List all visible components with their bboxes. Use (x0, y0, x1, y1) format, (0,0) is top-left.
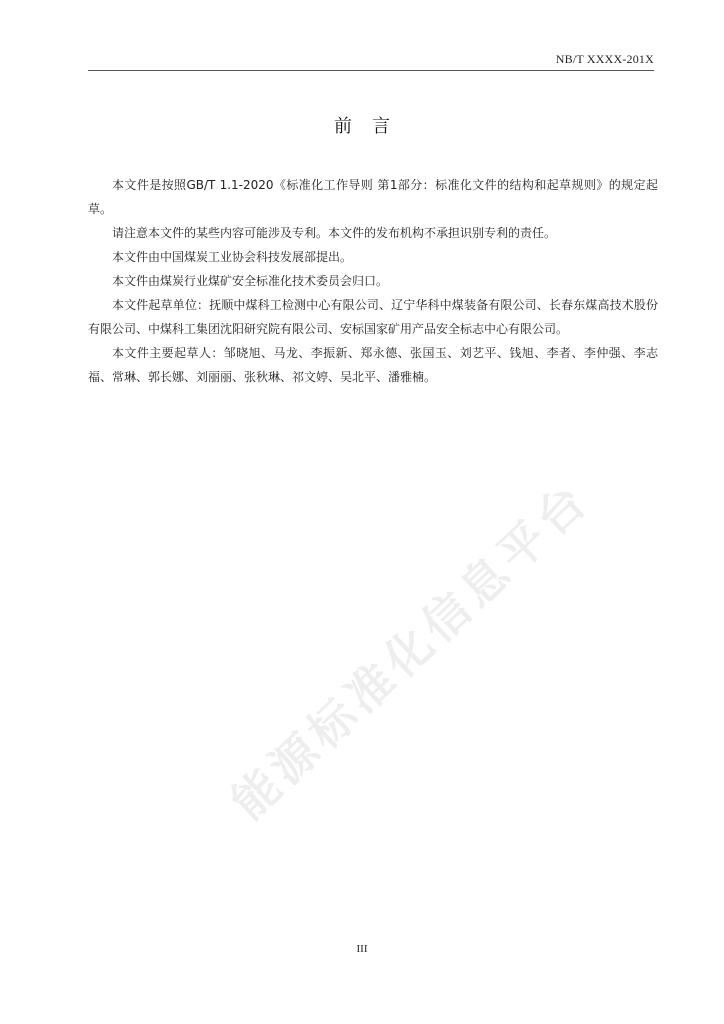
paragraph-drafters: 本文件主要起草人：邹晓旭、马龙、李振新、郑永德、张国玉、刘艺平、钱旭、李者、李仲强、李志福、常琳、郭长娜、刘丽丽、张秋琳、祁文婷、吴北平、潘雅楠。 (88, 346, 658, 384)
header-rule (88, 70, 654, 71)
paragraph-patent-notice: 请注意本文件的某些内容可能涉及专利。本文件的发布机构不承担识别专利的责任。 (112, 226, 557, 240)
paragraph-drafting-units: 本文件起草单位：抚顺中煤科工检测中心有限公司、辽宁华科中煤装备有限公司、长春东煤高技术股份有限公司、中煤科工集团沈阳研究院有限公司、安标国家矿用产品安全标志中心有限公司。 (88, 298, 658, 336)
page-number: III (356, 943, 368, 955)
watermark: 能源标准化信息平台 (221, 471, 601, 830)
page-title: 前言 (334, 116, 410, 137)
standard-code: NB/T XXXX-201X (555, 52, 654, 66)
paragraph-drafting-rules: 本文件是按照GB/T 1.1-2020《标准化工作导则 第1部分：标准化文件的结构和起草规则》的规定起草。 (88, 178, 658, 216)
foreword-body (88, 173, 658, 389)
paragraph-under-jurisdiction: 本文件由煤炭行业煤矿安全标准化技术委员会归口。 (112, 274, 389, 288)
paragraph-proposed-by: 本文件由中国煤炭工业协会科技发展部提出。 (112, 250, 353, 264)
